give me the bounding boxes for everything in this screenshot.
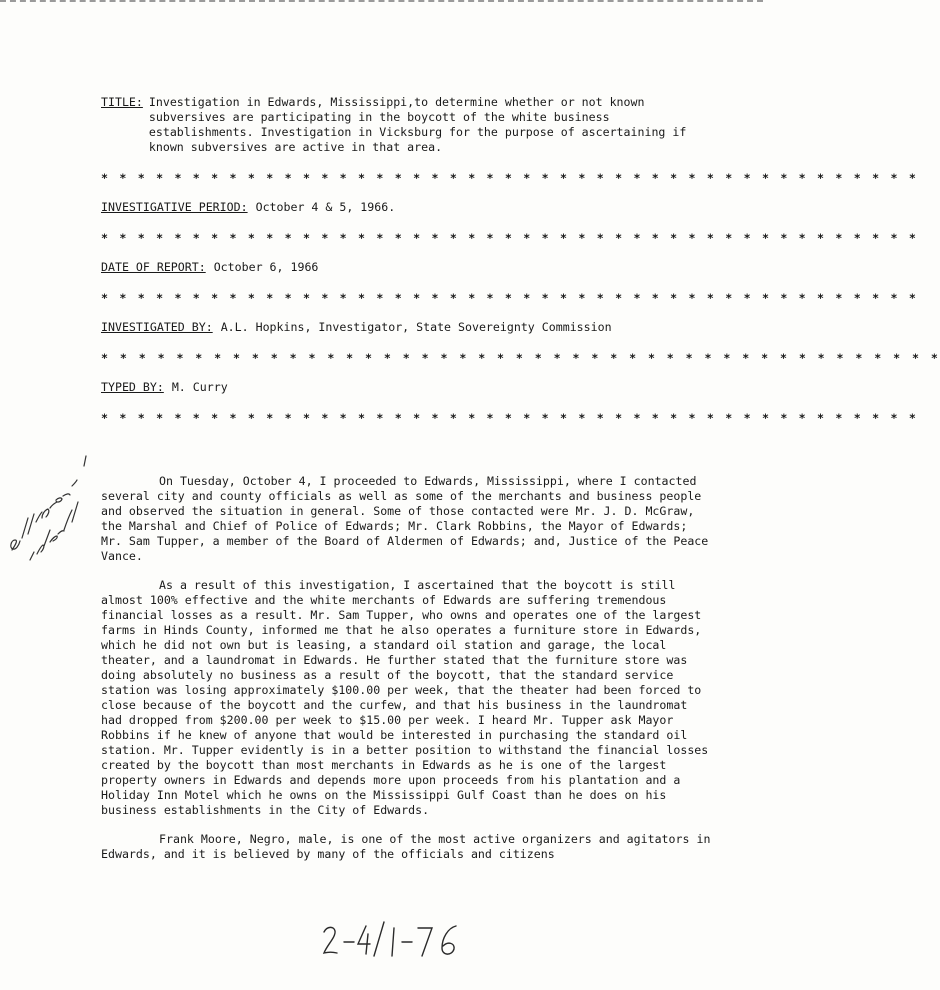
scan-top-edge bbox=[0, 0, 763, 2]
title-row bbox=[101, 95, 741, 155]
typed-label: TYPED BY: bbox=[101, 380, 164, 394]
report-document bbox=[101, 95, 940, 876]
handwritten-page-number bbox=[322, 916, 462, 966]
period-label: INVESTIGATIVE PERIOD: bbox=[101, 200, 248, 214]
handwritten-margin-note bbox=[6, 438, 96, 568]
title-text: Investigation in Edwards, Mississippi,to determine whether or not known subversives are participating in the boycott of the white business establishments. Investigation in Vicksburg for the purpose of ascertaining if known subversives are active in that area. bbox=[148, 95, 687, 154]
all-names-indexed-scrawl bbox=[11, 456, 86, 560]
separator: * * * * * * * * * * * * * * * * * * * * * * * * * * * * * * * * * * * * * * * * * * * * * bbox=[101, 411, 919, 425]
period-row bbox=[101, 200, 741, 215]
separator: * * * * * * * * * * * * * * * * * * * * * * * * * * * * * * * * * * * * * * * * * * * * * bbox=[101, 171, 919, 185]
date-value: October 6, 1966 bbox=[213, 260, 319, 274]
separator: * * * * * * * * * * * * * * * * * * * * * * * * * * * * * * * * * * * * * * * * * * * * * bbox=[101, 231, 919, 245]
investigated-row bbox=[101, 320, 741, 335]
body-paragraph: As a result of this investigation, I ascertained that the boycott is still almost 100% effective and the white merchants of Edwards are suffering tremendous financial losses as a result. Mr. Sam Tupper, who owns and operates one of the largest farms in Hinds County, informed me that he also operates a furniture store in Edwards, which he did not own but is leasing, a standard oil station and garage, the local theater, and a laundromat in Edwards. He further stated that the furniture store was doing absolutely no business as a result of the boycott, that the standard service station was losing approximately $100.00 per week, that the theater had been forced to close because of the boycott and the curfew, and that his business in the laundromat had dropped from $200.00 per week to $15.00 per week. I heard Mr. Tupper ask Mayor Robbins if he knew of anyone that would be interested in purchasing the standard oil station. Mr. Tupper evidently is in a better position to withstand the financial losses created by the boycott than most merchants in Edwards as he is one of the largest property owners in Edwards and depends more upon proceeds from his plantation and a Holiday Inn Motel which he owns on the Mississippi Gulf Coast than he does on his business establishments in the City of Edwards. bbox=[101, 578, 709, 817]
separator: * * * * * * * * * * * * * * * * * * * * * * * * * * * * * * * * * * * * * * * * * * * * * bbox=[101, 351, 940, 365]
date-row bbox=[101, 260, 741, 275]
separator: * * * * * * * * * * * * * * * * * * * * * * * * * * * * * * * * * * * * * * * * * * * * * bbox=[101, 291, 919, 305]
body-paragraph: Frank Moore, Negro, male, is one of the most active organizers and agitators in Edwards, and it is believed by many of the officials and citizens bbox=[101, 832, 711, 861]
typed-row bbox=[101, 380, 741, 395]
period-value: October 4 & 5, 1966. bbox=[255, 200, 396, 214]
date-label: DATE OF REPORT: bbox=[101, 260, 206, 274]
page-number-scrawl bbox=[324, 922, 456, 956]
title-label: TITLE: bbox=[101, 95, 143, 109]
typed-value: M. Curry bbox=[171, 380, 228, 394]
investigated-value: A.L. Hopkins, Investigator, State Sovereignty Commission bbox=[220, 320, 612, 334]
investigated-label: INVESTIGATED BY: bbox=[101, 320, 213, 334]
body-paragraph: On Tuesday, October 4, I proceeded to Edwards, Mississippi, where I contacted several city and county officials as well as some of the merchants and business people and observed the situation in general. Some of those contacted were Mr. J. D. McGraw, the Marshal and Chief of Police of Edwards; Mr. Clark Robbins, the Mayor of Edwards; Mr. Sam Tupper, a member of the Board of Aldermen of Edwards; and, Justice of the Peace Vance. bbox=[101, 474, 709, 563]
